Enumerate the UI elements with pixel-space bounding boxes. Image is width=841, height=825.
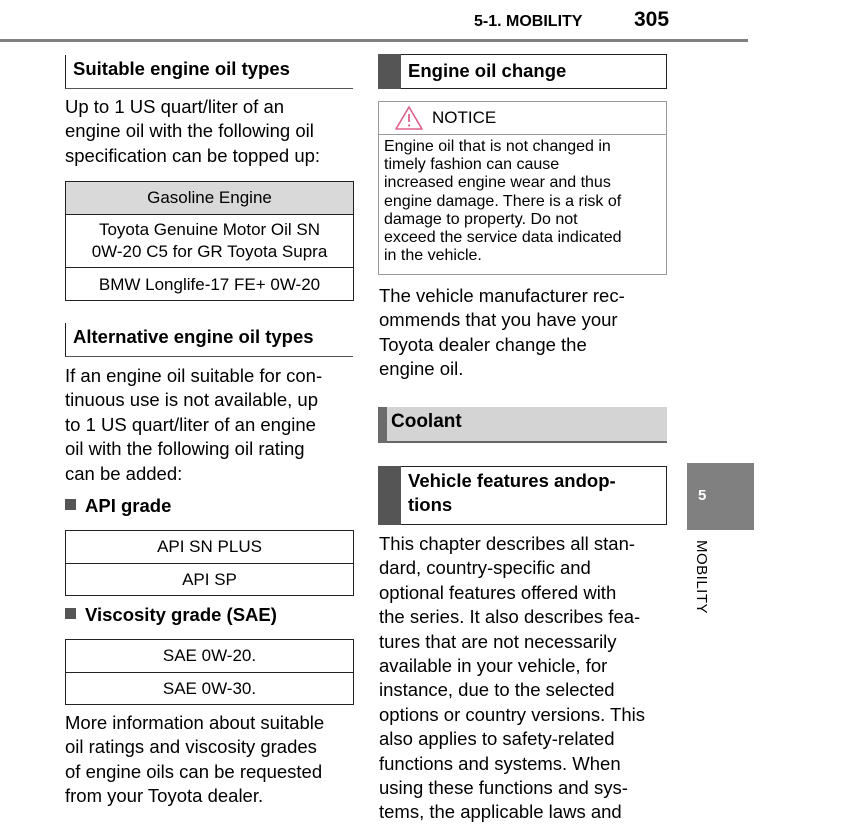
heading-bar — [378, 466, 401, 525]
table-header-cell: Gasoline Engine — [66, 182, 353, 214]
alternative-intro: If an engine oil suitable for con- tinuous use is not available, up to 1 US quart/liter of an engine oil with the following oil rating can be added: — [65, 365, 323, 484]
suitable-oil-table — [65, 181, 354, 301]
table-row: SAE 0W-30. — [66, 672, 353, 705]
notice-box — [378, 101, 667, 275]
notice-body: Engine oil that is not changed in timely fashion can cause increased engine wear and thus engine damage. There is a risk of damage to property. Do not exceed the service data indicated in the vehicle. — [384, 138, 622, 265]
heading-bar — [378, 54, 401, 89]
heading-vehicle-features: Vehicle features andop- tions — [378, 466, 667, 525]
heading-bar — [378, 407, 387, 443]
heading-suitable-oil-text: Suitable engine oil types — [73, 58, 290, 79]
viscosity-grade-heading: Viscosity grade (SAE) — [65, 603, 277, 627]
more-info-text: More information about suitable oil ratings and viscosity grades of engine oils can be requested from your Toyota dealer. — [65, 712, 325, 807]
heading-alternative-oil — [65, 323, 353, 357]
heading-suitable-oil — [65, 55, 353, 89]
header-rule — [0, 39, 748, 42]
section-title: 5-1. MOBILITY — [474, 13, 583, 30]
chapter-number: 5 — [698, 487, 707, 504]
warning-triangle-icon — [394, 105, 424, 131]
oil-change-text: The vehicle manufacturer rec- ommends that you have your Toyota dealer change the engine oil. — [379, 285, 625, 380]
square-bullet-icon — [65, 608, 76, 619]
chapter-side-label: MOBILITY — [693, 540, 710, 615]
table-row: API SP — [66, 563, 353, 596]
table-row: Toyota Genuine Motor Oil SN 0W-20 C5 for GR Toyota Supra — [66, 214, 353, 267]
table-row: API SN PLUS — [157, 537, 262, 556]
heading-engine-oil-change: Engine oil change — [378, 54, 667, 89]
suitable-intro: Up to 1 US quart/liter of an engine oil with the following oil specification can be topped up: — [65, 96, 321, 166]
notice-header — [379, 102, 666, 135]
heading-alternative-oil-text: Alternative engine oil types — [73, 326, 314, 347]
square-bullet-icon — [65, 499, 76, 510]
heading-coolant: Coolant — [378, 407, 667, 443]
table-row: BMW Longlife-17 FE+ 0W-20 — [66, 267, 353, 301]
chapter-tab — [687, 463, 754, 530]
api-grade-table — [65, 530, 354, 596]
viscosity-grade-table — [65, 639, 354, 705]
api-grade-heading: API grade — [65, 494, 171, 518]
page-number: 305 — [634, 8, 670, 31]
notice-label: NOTICE — [432, 108, 497, 127]
table-row: SAE 0W-20. — [162, 646, 257, 665]
vehicle-features-text: This chapter describes all stan- dard, country-specific and optional features offered with the series. It also describes fea- tures that are not necessarily available in your vehicle, for instance, due to the selected options or country versions. This also applies to safety-related functions and systems. When using these functions and sys- tems, the applicable laws and — [379, 533, 645, 823]
